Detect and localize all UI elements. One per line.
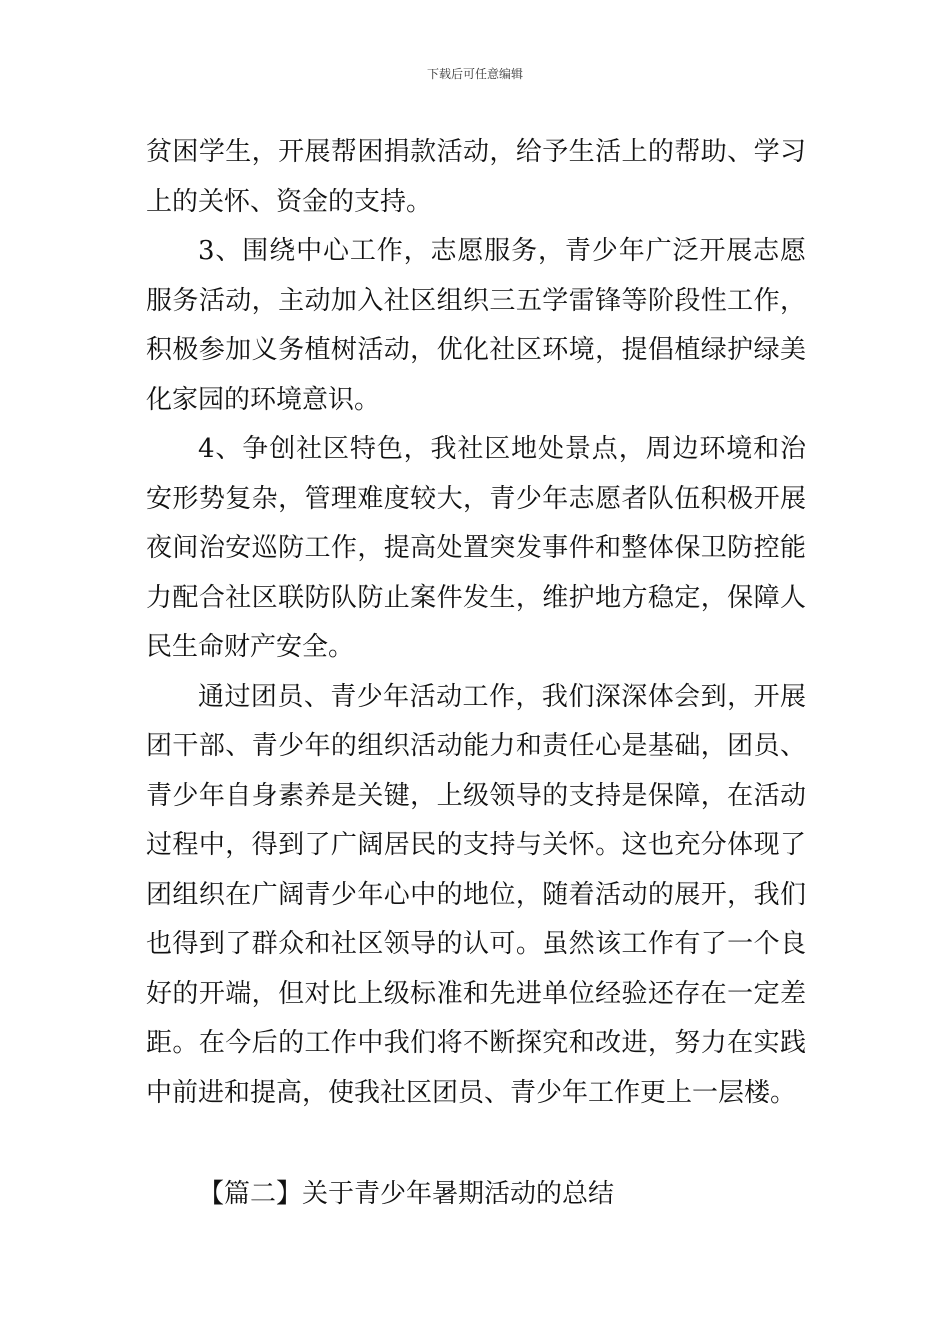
paragraph-item-4: 4、争创社区特色，我社区地处景点，周边环境和治安形势复杂，管理难度较大，青少年志愿者队伍积极开展夜间治安巡防工作，提高处置突发事件和整体保卫防控能力配合社区联防队防止案件发生，维护地方稳定，保障人民生命财产安全。	[146, 434, 806, 662]
section-title: 【篇二】关于青少年暑期活动的总结	[198, 1179, 615, 1209]
page-header: 下载后可任意编辑	[426, 67, 523, 81]
paragraph-conclusion: 通过团员、青少年活动工作，我们深深体会到，开展团干部、青少年的组织活动能力和责任心是基础，团员、青少年自身素养是关键，上级领导的支持是保障，在活动过程中，得到了广阔居民的支持与关怀。这也充分体现了团组织在广阔青少年心中的地位，随着活动的展开，我们也得到了群众和社区领导的认可。虽然该工作有了一个良好的开端，但对比上级标准和先进单位经验还存在一定差距。在今后的工作中我们将不断探究和改进，努力在实践中前进和提高，使我社区团员、青少年工作更上一层楼。	[146, 681, 806, 1108]
document-body	[146, 128, 806, 1118]
paragraph-item-3: 3、围绕中心工作，志愿服务，青少年广泛开展志愿服务活动，主动加入社区组织三五学雷锋等阶段性工作，积极参加义务植树活动，优化社区环境，提倡植绿护绿美化家园的环境意识。	[146, 236, 806, 415]
paragraph-continuation: 贫困学生，开展帮困捐款活动，给予生活上的帮助、学习上的关怀、资金的支持。	[146, 137, 806, 217]
